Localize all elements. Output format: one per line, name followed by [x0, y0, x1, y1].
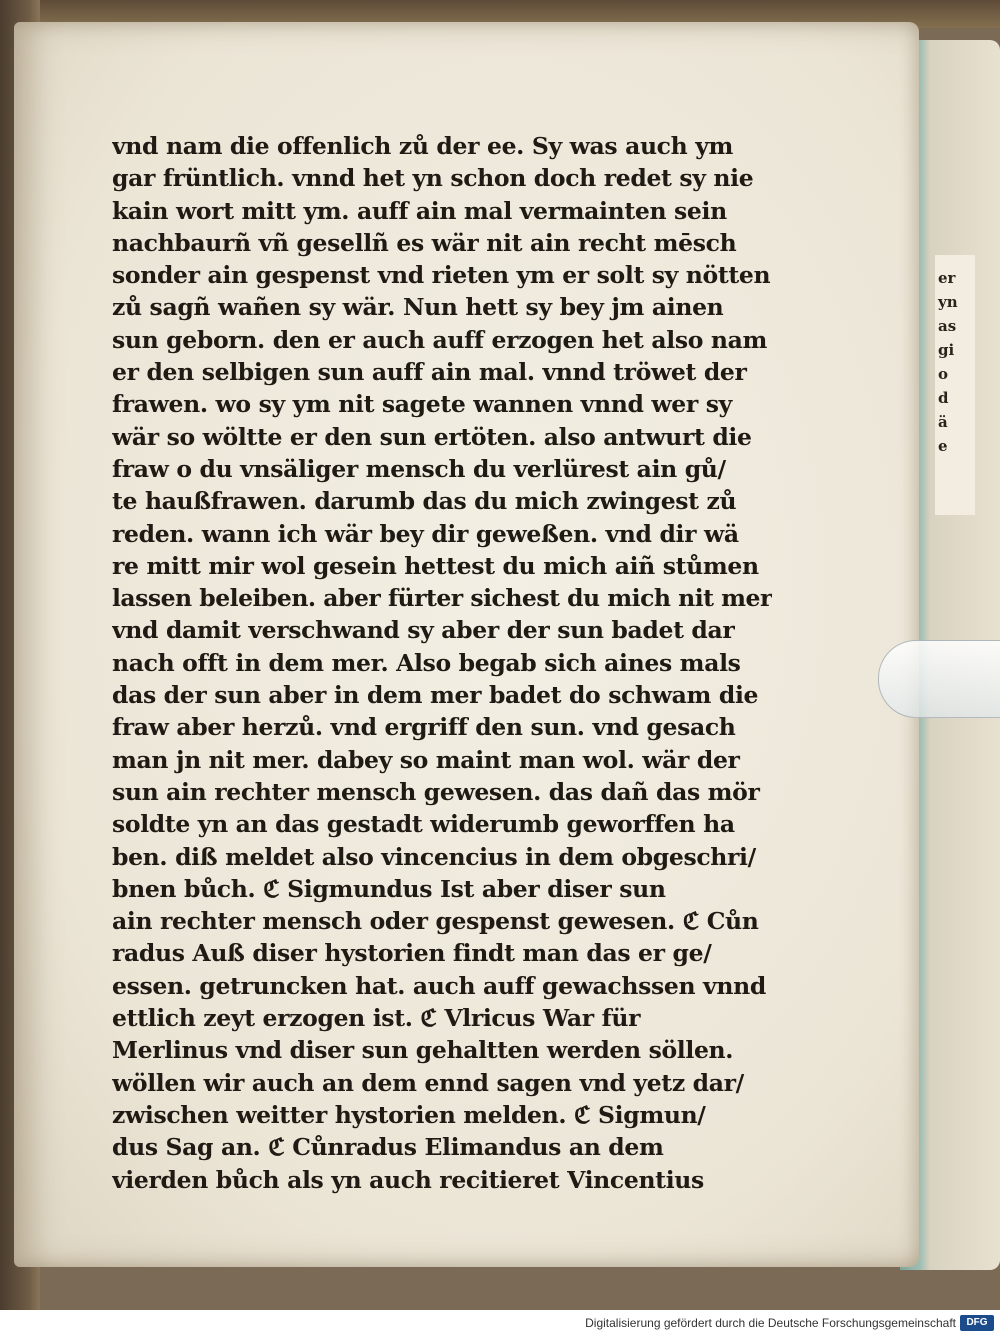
fragment-line: d	[938, 389, 949, 407]
text-line: sun ain rechter mensch gewesen. das dañ das mör	[112, 777, 760, 806]
text-line: essen. getruncken hat. auch auff gewachssen vnnd	[112, 971, 766, 1000]
fragment-line: o	[938, 365, 949, 383]
page-text-block	[112, 130, 772, 1196]
text-line: sonder ain gespenst vnd rieten ym er solt sy nötten	[112, 261, 771, 290]
text-line: er den selbigen sun auff ain mal. vnnd tröwet der	[112, 358, 747, 387]
fragment-line: er	[938, 269, 956, 287]
text-line: kain wort mitt ym. auff ain mal vermainten sein	[112, 196, 727, 225]
text-line: ain rechter mensch oder gespenst gewesen. ℭ Cůn	[112, 907, 759, 936]
fragment-line: gi	[938, 341, 955, 359]
text-line: frawen. wo sy ym nit sagete wannen vnnd wer sy	[112, 390, 732, 419]
text-line: te haußfrawen. darumb das du mich zwingest zů	[112, 487, 737, 516]
text-line: sun geborn. den er auch auff erzogen het also nam	[112, 325, 768, 354]
text-line: zwischen weitter hystorien melden. ℭ Sigmun/	[112, 1100, 706, 1129]
fragment-line: as	[938, 317, 957, 335]
text-line: nachbaurñ vñ gesellñ es wär nit ain recht mēsch	[112, 228, 737, 257]
page-holder-clip	[878, 640, 1000, 718]
footer-bar	[0, 1310, 1000, 1337]
next-page-text-fragment	[938, 266, 974, 458]
text-line: ben. diß meldet also vincencius in dem obgeschri/	[112, 842, 756, 871]
text-line: vierden bůch als yn auch recitieret Vincentius	[112, 1165, 704, 1194]
text-line: zů sagñ wañen sy wär. Nun hett sy bey jm ainen	[112, 293, 724, 322]
text-line: radus Auß diser hystorien findt man das er ge/	[112, 939, 712, 968]
text-line: vnd nam die offenlich zů der ee. Sy was auch ym	[112, 132, 734, 160]
text-line: wär so wöltte er den sun ertöten. also antwurt die	[112, 422, 752, 451]
fragment-line: e	[938, 437, 948, 455]
text-line: re mitt mir wol gesein hettest du mich aiñ stůmen	[112, 551, 759, 580]
text-line: vnd damit verschwand sy aber der sun badet dar	[112, 616, 735, 645]
text-line: fraw aber herzů. vnd ergriff den sun. vnd gesach	[112, 713, 736, 742]
text-line: bnen bůch. ℭ Sigmundus Ist aber diser sun	[112, 874, 666, 903]
text-line: ettlich zeyt erzogen ist. ℭ Vlricus War für	[112, 1004, 641, 1033]
fragment-line: yn	[938, 293, 958, 311]
text-line: soldte yn an das gestadt widerumb geworffen ha	[112, 810, 735, 839]
fragment-line: ä	[938, 413, 948, 431]
text-line: dus Sag an. ℭ Cůnradus Elimandus an dem	[112, 1133, 664, 1162]
text-line: gar früntlich. vnnd het yn schon doch redet sy nie	[112, 164, 754, 193]
text-line: Merlinus vnd diser sun gehaltten werden söllen.	[112, 1036, 734, 1065]
digitization-credit: Digitalisierung gefördert durch die Deutsche Forschungsgemeinschaft	[585, 1316, 956, 1330]
text-line: reden. wann ich wär bey dir geweßen. vnd dir wä	[112, 519, 739, 548]
text-line: fraw o du vnsäliger mensch du verlürest ain gů/	[112, 454, 726, 483]
text-line: das der sun aber in dem mer badet do schwam die	[112, 681, 759, 710]
dfg-logo: DFG	[960, 1315, 994, 1331]
text-line: lassen beleiben. aber fürter sichest du mich nit mer	[112, 584, 772, 613]
text-line: nach offt in dem mer. Also begab sich aines mals	[112, 648, 741, 677]
text-line: wöllen wir auch an dem ennd sagen vnd yetz dar/	[112, 1068, 744, 1097]
text-line: man jn nit mer. dabey so maint man wol. wär der	[112, 745, 740, 774]
